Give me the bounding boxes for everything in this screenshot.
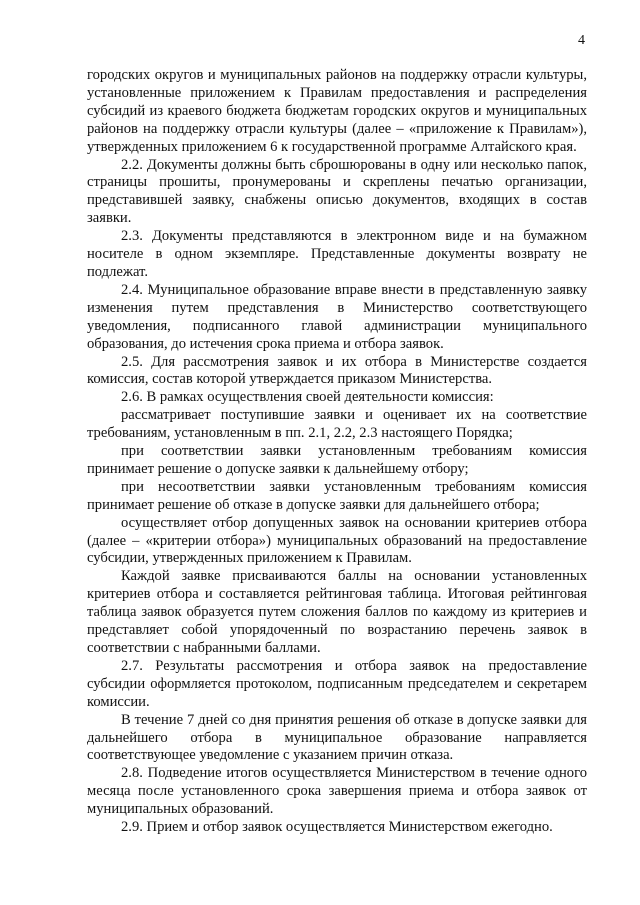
paragraph: 2.8. Подведение итогов осуществляется Министерством в течение одного месяца после установленного срока завершения приема и отбора заявок от муниципальных образований. [87,765,587,818]
document-body [87,67,587,837]
paragraph: городских округов и муниципальных районов на поддержку отрасли культуры, установленные приложением к Правилам предоставления и распределения субсидий из краевого бюджета бюджетам городских округов и муниципальных районов на поддержку отрасли культуры (далее – «приложение к Правилам»), утвержденных приложением 6 к государственной программе Алтайского края. [87,67,587,155]
paragraph: рассматривает поступившие заявки и оценивает их на соответствие требованиям, установленным в пп. 2.1, 2.2, 2.3 настоящего Порядка; [87,407,587,442]
paragraph: 2.9. Прием и отбор заявок осуществляется Министерством ежегодно. [121,819,553,836]
paragraph: 2.2. Документы должны быть сброшюрованы в одну или несколько папок, страницы прошиты, пронумерованы и скреплены печатью организации, представившей заявку, снабжены описью документов, входящих в состав заявки. [87,156,587,227]
paragraph: при несоответствии заявки установленным требованиям комиссия принимает решение об отказе в допуске заявки для дальнейшего отбора; [87,478,587,513]
paragraph: осуществляет отбор допущенных заявок на основании критериев отбора (далее – «критерии отбора») муниципальных образований на предоставление субсидии, утвержденных приложением к Правилам. [87,514,587,567]
paragraph: 2.4. Муниципальное образование вправе внести в представленную заявку изменения путем представления в Министерство соответствующего уведомления, подписанного главой администрации муниципального образования, до истечения срока приема и отбора заявок. [87,281,587,352]
paragraph: В течение 7 дней со дня принятия решения об отказе в допуске заявки для дальнейшего отбора в муниципальное образование направляется соответствующее уведомление с указанием причин отказа. [87,711,587,764]
paragraph: Каждой заявке присваиваются баллы на основании установленных критериев отбора и составляется рейтинговая таблица. Итоговая рейтинговая таблица заявок образуется путем сложения баллов по каждому из критериев и представляет собой упорядоченный по возрастанию перечень заявок в соответствии с набранными баллами. [87,568,587,656]
paragraph: 2.3. Документы представляются в электронном виде и на бумажном носителе в одном экземпляре. Представленные документы возврату не подлежат. [87,228,587,280]
paragraph: 2.7. Результаты рассмотрения и отбора заявок на предоставление субсидии оформляется протоколом, подписанным председателем и секретарем комиссии. [87,657,587,710]
page-number: 4 [578,33,585,48]
paragraph: 2.5. Для рассмотрения заявок и их отбора в Министерстве создается комиссия, состав которой утверждается приказом Министерства. [87,353,587,388]
paragraph: 2.6. В рамках осуществления своей деятельности комиссия: [121,389,494,406]
paragraph: при соответствии заявки установленным требованиям комиссия принимает решение о допуске заявки к дальнейшему отбору; [87,443,587,477]
